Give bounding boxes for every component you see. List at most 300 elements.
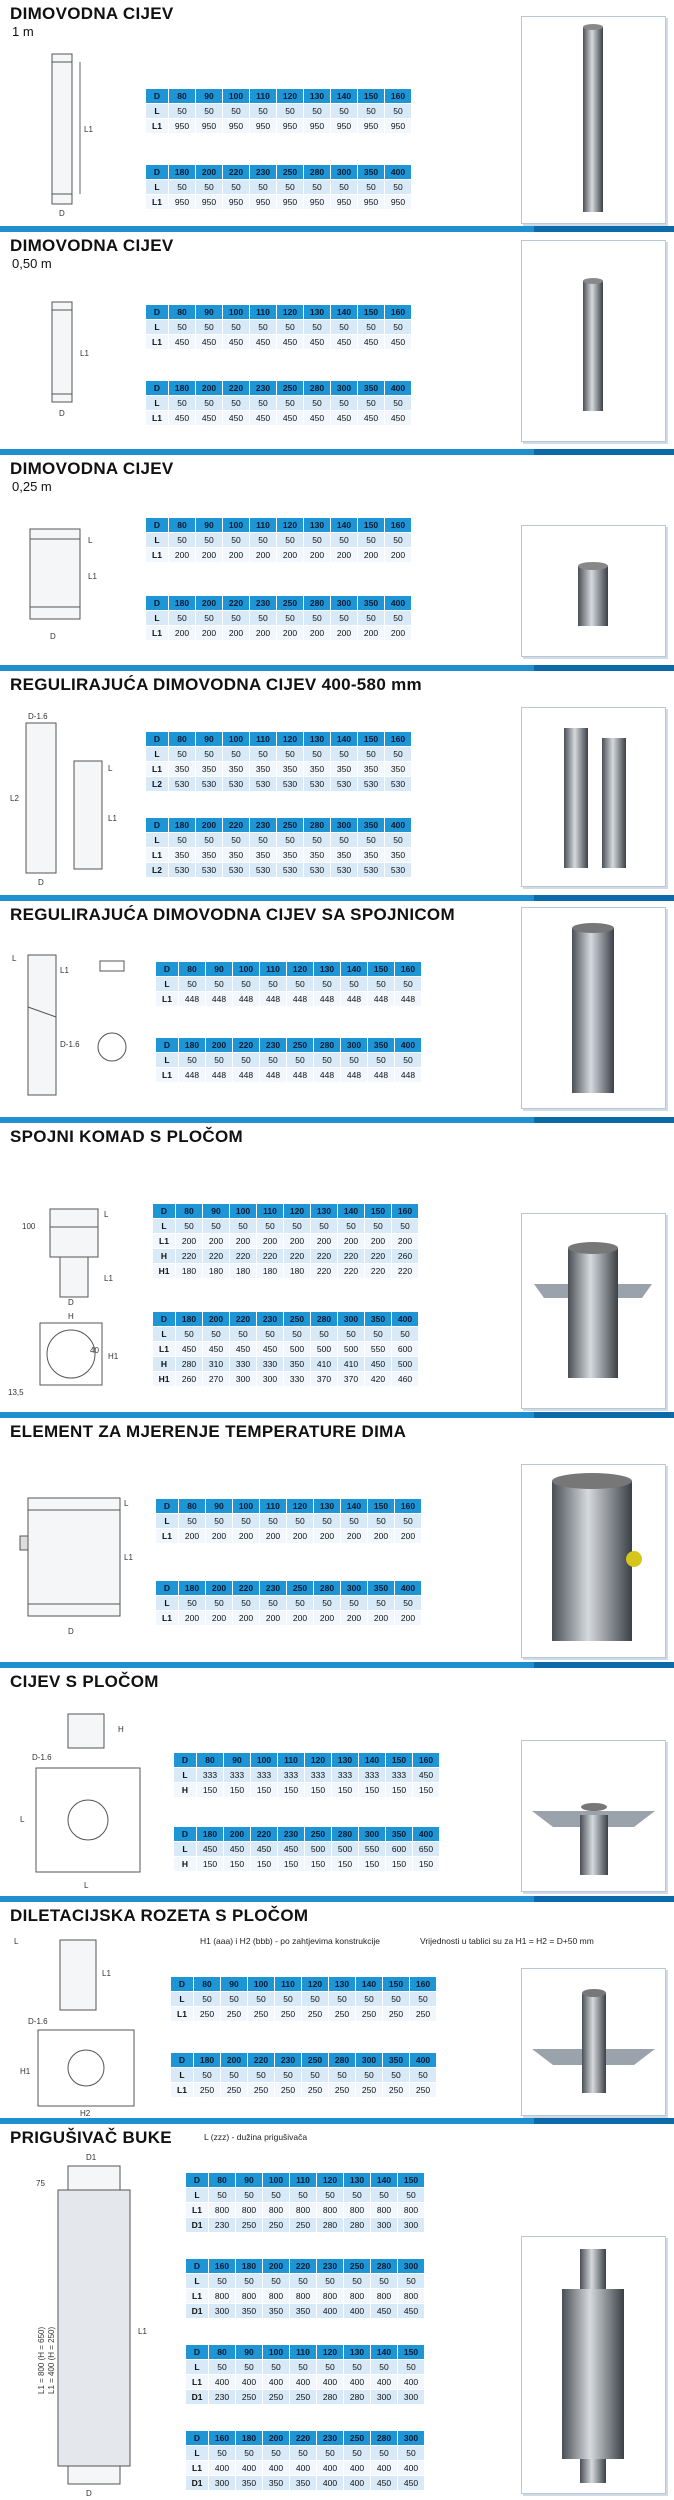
table-cell: 50 [169, 833, 196, 848]
table-cell: 50 [371, 2274, 398, 2289]
table-cell: 220 [392, 1264, 419, 1279]
row-label: D1 [186, 2390, 209, 2405]
row-label: D [146, 518, 169, 533]
table-cell: 130 [344, 2345, 371, 2360]
table-cell: 50 [358, 104, 385, 119]
table-cell: 160 [385, 89, 412, 104]
table-cell: 220 [311, 1249, 338, 1264]
table-cell: 130 [311, 1204, 338, 1219]
row-label: L1 [146, 548, 169, 563]
table-cell: 160 [395, 962, 422, 977]
table-cell: 280 [371, 2431, 398, 2446]
table-cell: 50 [277, 611, 304, 626]
table-cell: 50 [358, 396, 385, 411]
dim-label-h1: H1 [108, 1352, 119, 1361]
table-cell: 230 [250, 165, 277, 180]
product-photo [521, 1213, 666, 1409]
section-title: DIMOVODNA CIJEV [10, 236, 174, 255]
table-cell: 800 [209, 2289, 236, 2304]
table-cell: 250 [263, 2390, 290, 2405]
table-cell: 200 [263, 2259, 290, 2274]
table-cell: 530 [277, 777, 304, 792]
table-cell: 220 [230, 1312, 257, 1327]
table-cell: 280 [314, 1038, 341, 1053]
table-cell: 50 [395, 977, 422, 992]
table-cell: 200 [203, 1234, 230, 1249]
table-cell: 250 [248, 2083, 275, 2098]
table-cell: 140 [331, 305, 358, 320]
table-cell: 530 [250, 777, 277, 792]
table-cell: 50 [209, 2188, 236, 2203]
table-cell: 950 [277, 119, 304, 134]
table-cell: 80 [169, 89, 196, 104]
table-cell: 260 [176, 1372, 203, 1387]
table-cell: 100 [263, 2173, 290, 2188]
table-cell: 50 [233, 1053, 260, 1068]
row-label: L [146, 320, 169, 335]
table-cell: 80 [169, 518, 196, 533]
table-row [153, 1249, 419, 1264]
table-cell: 50 [331, 833, 358, 848]
table-cell: 50 [250, 320, 277, 335]
row-label: L [174, 1842, 197, 1857]
table-cell: 333 [251, 1768, 278, 1783]
dim-label-d: D [38, 878, 44, 887]
row-label: D [186, 2259, 209, 2274]
table-cell: 50 [365, 1327, 392, 1342]
spec-table-1 [155, 961, 422, 1007]
dim-label-d: D [50, 632, 56, 641]
table-cell: 950 [250, 195, 277, 210]
spec-table-3 [185, 2344, 425, 2405]
table-cell: 50 [287, 1596, 314, 1611]
table-cell: 250 [194, 2007, 221, 2022]
table-cell: 50 [358, 611, 385, 626]
table-cell: 90 [224, 1753, 251, 1768]
table-cell: 150 [358, 518, 385, 533]
product-photo [521, 525, 666, 657]
table-cell: 80 [209, 2345, 236, 2360]
muffler-drawing [8, 2144, 168, 2500]
table-cell: 400 [371, 2375, 398, 2390]
table-cell: 250 [277, 596, 304, 611]
table-cell: 160 [413, 1753, 440, 1768]
table-cell: 200 [395, 1529, 422, 1544]
row-label: L [171, 1992, 194, 2007]
table-cell: 200 [250, 626, 277, 641]
table-cell: 220 [248, 2053, 275, 2068]
table-cell: 50 [194, 2068, 221, 2083]
table-cell: 150 [224, 1783, 251, 1798]
table-cell: 250 [383, 2007, 410, 2022]
pipe-drawing [8, 44, 108, 222]
row-label: L [186, 2274, 209, 2289]
row-label: D [174, 1753, 197, 1768]
table-cell: 220 [284, 1249, 311, 1264]
section-title: DIMOVODNA CIJEV [10, 459, 174, 478]
table-row [156, 1053, 422, 1068]
table-cell: 200 [206, 1581, 233, 1596]
table-cell: 220 [233, 1581, 260, 1596]
table-cell: 50 [358, 320, 385, 335]
table-cell: 800 [344, 2289, 371, 2304]
table-cell: 450 [365, 1357, 392, 1372]
table-cell: 950 [331, 119, 358, 134]
row-label: D [156, 962, 179, 977]
row-label: H1 [153, 1264, 176, 1279]
spec-table-1 [170, 1976, 437, 2022]
row-label: D [146, 381, 169, 396]
table-cell: 400 [344, 2375, 371, 2390]
table-cell: 80 [176, 1204, 203, 1219]
table-cell: 250 [221, 2007, 248, 2022]
table-cell: 350 [236, 2304, 263, 2319]
row-label: L1 [146, 119, 169, 134]
table-cell: 50 [206, 977, 233, 992]
dim-label-l1: L1 [138, 2327, 147, 2336]
table-row [153, 1342, 419, 1357]
table-header-row [146, 89, 412, 104]
table-cell: 50 [223, 396, 250, 411]
table-cell: 950 [196, 195, 223, 210]
table-cell: 450 [223, 335, 250, 350]
section-regulirajuca-spojnica [0, 901, 674, 1117]
table-cell: 530 [250, 863, 277, 878]
table-cell: 250 [236, 2390, 263, 2405]
table-cell: 50 [223, 104, 250, 119]
row-label: D [146, 596, 169, 611]
table-cell: 330 [230, 1357, 257, 1372]
table-cell: 80 [197, 1753, 224, 1768]
table-cell: 50 [260, 977, 287, 992]
row-label: L [174, 1768, 197, 1783]
pipe-drawing [8, 1934, 148, 2118]
table-cell: 350 [250, 762, 277, 777]
section-mjerenje-temperature [0, 1418, 674, 1662]
table-cell: 110 [290, 2173, 317, 2188]
pipe-drawing [8, 1484, 138, 1664]
row-label: L [146, 180, 169, 195]
table-cell: 600 [386, 1842, 413, 1857]
table-cell: 90 [221, 1977, 248, 1992]
row-label: L1 [186, 2203, 209, 2218]
row-label: L [186, 2446, 209, 2461]
table-cell: 180 [169, 818, 196, 833]
table-cell: 50 [236, 2360, 263, 2375]
table-cell: 220 [223, 818, 250, 833]
table-cell: 400 [236, 2461, 263, 2476]
dim-label-d: D [59, 409, 65, 418]
dim-label-d-minus: D-1.6 [60, 1040, 80, 1049]
table-cell: 500 [332, 1842, 359, 1857]
row-label: D1 [186, 2218, 209, 2233]
table-cell: 50 [398, 2446, 425, 2461]
table-cell: 200 [176, 1234, 203, 1249]
table-cell: 448 [179, 1068, 206, 1083]
table-cell: 450 [277, 335, 304, 350]
table-cell: 450 [197, 1842, 224, 1857]
table-cell: 50 [365, 1219, 392, 1234]
row-label: L [156, 1514, 179, 1529]
table-row [174, 1842, 440, 1857]
table-cell: 450 [224, 1842, 251, 1857]
dim-label-l1: L1 [104, 1274, 113, 1283]
table-cell: 230 [260, 1581, 287, 1596]
table-cell: 180 [230, 1264, 257, 1279]
table-cell: 450 [331, 335, 358, 350]
table-cell: 150 [358, 732, 385, 747]
table-cell: 530 [196, 863, 223, 878]
table-cell: 230 [317, 2431, 344, 2446]
table-cell: 950 [331, 195, 358, 210]
table-cell: 280 [304, 165, 331, 180]
row-label: D [146, 818, 169, 833]
table-cell: 400 [263, 2375, 290, 2390]
section-title: ELEMENT ZA MJERENJE TEMPERATURE DIMA [10, 1422, 407, 1441]
table-cell: 50 [290, 2274, 317, 2289]
table-cell: 800 [398, 2289, 425, 2304]
table-cell: 200 [223, 548, 250, 563]
table-cell: 530 [358, 863, 385, 878]
dim-label-d: D [68, 1627, 74, 1636]
row-label: D [174, 1827, 197, 1842]
table-header-row [186, 2259, 425, 2274]
dim-label-l-bottom: L [84, 1881, 89, 1890]
row-label: D [171, 2053, 194, 2068]
table-cell: 200 [277, 626, 304, 641]
table-cell: 250 [275, 2007, 302, 2022]
table-cell: 180 [176, 1312, 203, 1327]
table-cell: 450 [304, 335, 331, 350]
section-title: REGULIRAJUĆA DIMOVODNA CIJEV 400-580 mm [10, 675, 422, 694]
table-cell: 120 [317, 2173, 344, 2188]
table-cell: 450 [385, 411, 412, 426]
table-cell: 450 [331, 411, 358, 426]
table-cell: 500 [392, 1357, 419, 1372]
table-header-row [146, 165, 412, 180]
table-cell: 50 [304, 104, 331, 119]
table-cell: 450 [371, 2476, 398, 2491]
table-cell: 800 [344, 2203, 371, 2218]
table-header-row [156, 1038, 422, 1053]
table-cell: 50 [358, 747, 385, 762]
spec-table-2 [185, 2258, 425, 2319]
row-label: L1 [156, 1529, 179, 1544]
table-cell: 180 [203, 1264, 230, 1279]
table-cell: 150 [224, 1857, 251, 1872]
table-cell: 350 [196, 762, 223, 777]
table-cell: 300 [356, 2053, 383, 2068]
table-row [186, 2188, 425, 2203]
table-cell: 250 [410, 2007, 437, 2022]
row-label: D1 [186, 2476, 209, 2491]
row-label: L [153, 1327, 176, 1342]
product-photo [521, 1464, 666, 1658]
table-cell: 120 [287, 1499, 314, 1514]
row-label: L1 [171, 2083, 194, 2098]
row-label: L [156, 1053, 179, 1068]
table-cell: 300 [338, 1312, 365, 1327]
table-cell: 350 [331, 762, 358, 777]
table-cell: 180 [236, 2259, 263, 2274]
row-label: L1 [146, 626, 169, 641]
table-cell: 50 [304, 320, 331, 335]
table-cell: 50 [338, 1327, 365, 1342]
table-cell: 220 [338, 1264, 365, 1279]
table-cell: 800 [398, 2203, 425, 2218]
table-cell: 50 [385, 396, 412, 411]
table-cell: 450 [385, 335, 412, 350]
table-cell: 50 [179, 1053, 206, 1068]
table-cell: 220 [257, 1249, 284, 1264]
row-label: L [156, 977, 179, 992]
table-cell: 50 [395, 1514, 422, 1529]
section-cijev-s-plocom [0, 1668, 674, 1896]
table-cell: 120 [277, 89, 304, 104]
table-cell: 448 [206, 992, 233, 1007]
table-cell: 450 [223, 411, 250, 426]
table-cell: 50 [179, 1514, 206, 1529]
table-cell: 150 [386, 1783, 413, 1798]
table-cell: 230 [250, 818, 277, 833]
table-cell: 450 [358, 335, 385, 350]
table-cell: 130 [332, 1753, 359, 1768]
row-label: L [153, 1219, 176, 1234]
table-cell: 230 [278, 1827, 305, 1842]
table-cell: 250 [302, 2053, 329, 2068]
table-cell: 448 [206, 1068, 233, 1083]
table-cell: 950 [304, 119, 331, 134]
row-label: L1 [153, 1234, 176, 1249]
table-cell: 50 [331, 180, 358, 195]
table-cell: 140 [338, 1204, 365, 1219]
table-cell: 110 [275, 1977, 302, 1992]
table-cell: 530 [196, 777, 223, 792]
table-cell: 350 [169, 762, 196, 777]
row-label: L1 [146, 335, 169, 350]
row-label: D [156, 1581, 179, 1596]
row-label: L [146, 747, 169, 762]
table-cell: 200 [250, 548, 277, 563]
table-cell: 350 [277, 848, 304, 863]
table-cell: 50 [304, 611, 331, 626]
table-cell: 160 [385, 518, 412, 533]
table-cell: 50 [356, 2068, 383, 2083]
table-cell: 80 [169, 305, 196, 320]
table-cell: 50 [250, 396, 277, 411]
table-cell: 50 [196, 533, 223, 548]
table-cell: 530 [331, 863, 358, 878]
table-cell: 50 [311, 1219, 338, 1234]
table-cell: 140 [341, 1499, 368, 1514]
table-cell: 160 [385, 305, 412, 320]
table-cell: 50 [392, 1327, 419, 1342]
table-cell: 200 [263, 2431, 290, 2446]
table-cell: 350 [290, 2476, 317, 2491]
table-header-row [153, 1312, 419, 1327]
table-cell: 200 [169, 626, 196, 641]
table-cell: 50 [263, 2360, 290, 2375]
table-cell: 110 [278, 1753, 305, 1768]
table-cell: 250 [305, 1827, 332, 1842]
table-cell: 50 [209, 2274, 236, 2289]
table-cell: 100 [223, 518, 250, 533]
table-cell: 100 [263, 2345, 290, 2360]
table-cell: 450 [304, 411, 331, 426]
table-cell: 140 [331, 518, 358, 533]
table-row [146, 396, 412, 411]
table-header-row [171, 1977, 437, 1992]
table-row [153, 1372, 419, 1387]
table-cell: 50 [169, 180, 196, 195]
table-cell: 800 [236, 2203, 263, 2218]
table-cell: 448 [395, 992, 422, 1007]
row-label: D [186, 2431, 209, 2446]
table-cell: 90 [236, 2173, 263, 2188]
table-cell: 530 [277, 863, 304, 878]
table-cell: 50 [331, 533, 358, 548]
table-row [186, 2304, 425, 2319]
table-cell: 448 [341, 992, 368, 1007]
table-cell: 448 [233, 1068, 260, 1083]
row-label: L [171, 2068, 194, 2083]
table-cell: 200 [284, 1234, 311, 1249]
table-cell: 800 [263, 2289, 290, 2304]
table-cell: 200 [233, 1611, 260, 1626]
table-cell: 300 [331, 381, 358, 396]
table-cell: 110 [260, 1499, 287, 1514]
table-cell: 50 [304, 747, 331, 762]
table-cell: 50 [233, 1596, 260, 1611]
table-cell: 250 [290, 2390, 317, 2405]
table-cell: 110 [250, 305, 277, 320]
table-cell: 250 [302, 2083, 329, 2098]
table-cell: 50 [284, 1327, 311, 1342]
table-cell: 250 [344, 2431, 371, 2446]
table-cell: 50 [385, 104, 412, 119]
table-cell: 130 [304, 89, 331, 104]
spec-table-2 [173, 1826, 440, 1872]
section-diletacijska-rozeta [0, 1902, 674, 2118]
table-cell: 400 [317, 2476, 344, 2491]
table-cell: 350 [358, 381, 385, 396]
table-cell: 450 [398, 2304, 425, 2319]
table-cell: 120 [305, 1753, 332, 1768]
table-cell: 230 [275, 2053, 302, 2068]
table-cell: 110 [250, 89, 277, 104]
table-cell: 50 [398, 2188, 425, 2203]
pipe-drawing [8, 292, 108, 432]
table-cell: 950 [169, 119, 196, 134]
table-cell: 350 [385, 762, 412, 777]
table-cell: 200 [331, 548, 358, 563]
table-row [146, 104, 412, 119]
table-cell: 250 [248, 2007, 275, 2022]
product-photo [521, 707, 666, 887]
spec-table-2 [152, 1311, 419, 1387]
table-row [174, 1857, 440, 1872]
table-cell: 150 [359, 1857, 386, 1872]
table-cell: 50 [284, 1219, 311, 1234]
table-cell: 400 [371, 2461, 398, 2476]
table-cell: 50 [196, 747, 223, 762]
table-cell: 280 [344, 2390, 371, 2405]
table-cell: 50 [344, 2188, 371, 2203]
section-title: DIMOVODNA CIJEV [10, 4, 174, 23]
table-cell: 180 [169, 596, 196, 611]
table-cell: 400 [385, 381, 412, 396]
table-cell: 180 [169, 165, 196, 180]
